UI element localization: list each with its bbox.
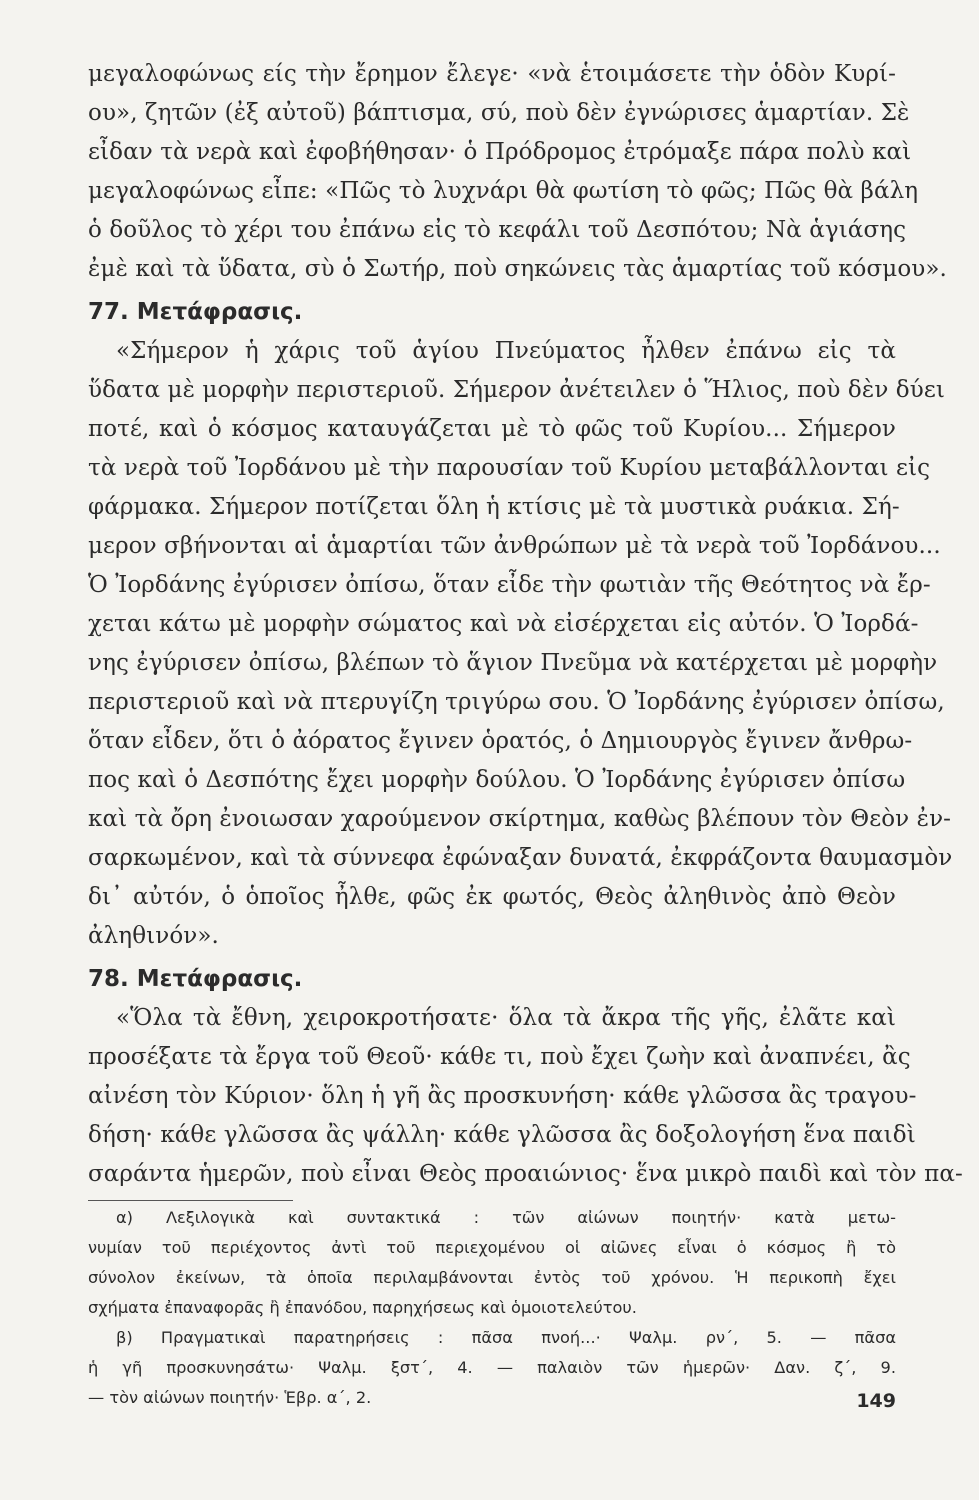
- footnote-line: α) Λεξιλογικὰ καὶ συντακτικά : τῶν αἰώνων ποιητήν· κατὰ μετω-: [116, 1208, 896, 1227]
- text-line: μερον σβήνονται αἱ ἁμαρτίαι τῶν ἀνθρώπων μὲ τὰ νερὰ τοῦ Ἰορδάνου...: [88, 533, 941, 559]
- section-77-text: [88, 332, 953, 956]
- text-line: καὶ τὰ ὄρη ἐνοιωσαν χαρούμενον σκίρτημα, καθὼς βλέπουν τὸν Θεὸν ἐν-: [88, 806, 952, 832]
- text-line: σαράντα ἡμερῶν, ποὺ εἶναι Θεὸς προαιώνιος· ἕνα μικρὸ παιδὶ καὶ τὸν πα-: [88, 1161, 963, 1187]
- top-paragraph: [88, 55, 947, 289]
- text-line: σαρκωμένον, καὶ τὰ σύννεφα ἐφώναξαν δυνατά, ἐκφράζοντα θαυμασμὸν: [88, 845, 953, 871]
- text-line: αἰνέση τὸν Κύριον· ὅλη ἡ γῆ ἂς προσκυνήση· κάθε γλῶσσα ἂς τραγου-: [88, 1083, 917, 1109]
- section-heading-78: 78. Μετάφρασις.: [88, 966, 303, 992]
- footnote-line: β) Πραγματικαὶ παρατηρήσεις : πᾶσα πνοή...· Ψαλμ. ρν΄, 5. — πᾶσα: [116, 1328, 896, 1347]
- page-number: 149: [856, 1390, 896, 1412]
- text-line: ὕδατα μὲ μορφὴν περιστεριοῦ. Σήμερον ἀνέτειλεν ὁ Ἥλιος, ποὺ δὲν δύει: [88, 377, 945, 403]
- text-line: τὰ νερὰ τοῦ Ἰορδάνου μὲ τὴν παρουσίαν τοῦ Κυρίου μεταβάλλονται εἰς: [88, 455, 931, 481]
- footnote-line: ἡ γῆ προσκυνησάτω· Ψαλμ. ξστ΄, 4. — παλαιὸν τῶν ἡμερῶν· Δαν. ζ΄, 9.: [88, 1358, 896, 1377]
- text-column: [88, 55, 963, 1413]
- text-line: δι᾽ αὐτόν, ὁ ὁποῖος ἦλθε, φῶς ἐκ φωτός, Θεὸς ἀληθινὸς ἀπὸ Θεὸν: [88, 884, 896, 910]
- footnote-line: σχήματα ἐπαναφορᾶς ἢ ἐπανόδου, παρηχήσεως καὶ ὁμοιοτελεύτου.: [88, 1298, 637, 1317]
- section-78-text: [88, 999, 963, 1194]
- text-line: ἐμὲ καὶ τὰ ὕδατα, σὺ ὁ Σωτήρ, ποὺ σηκώνεις τὰς ἁμαρτίας τοῦ κόσμου».: [88, 256, 947, 282]
- footnote-line: — τὸν αἰώνων ποιητήν· Ἑβρ. α΄, 2.: [88, 1388, 372, 1407]
- text-line: ὁ δοῦλος τὸ χέρι του ἐπάνω εἰς τὸ κεφάλι τοῦ Δεσπότου; Νὰ ἁγιάσης: [88, 217, 907, 243]
- text-line: δήση· κάθε γλῶσσα ἂς ψάλλη· κάθε γλῶσσα ἂς δοξολογήση ἕνα παιδὶ: [88, 1122, 916, 1148]
- text-line: μεγαλοφώνως είς τὴν ἔρημον ἔλεγε· «νὰ ἑτοιμάσετε τὴν ὁδὸν Κυρί-: [88, 61, 896, 87]
- text-line: περιστεριοῦ καὶ νὰ πτερυγίζη τριγύρω σου. Ὁ Ἰορδάνης ἐγύρισεν ὀπίσω,: [88, 689, 945, 715]
- text-line: φάρμακα. Σήμερον ποτίζεται ὅλη ἡ κτίσις μὲ τὰ μυστικὰ ρυάκια. Σή-: [88, 494, 900, 520]
- text-line: προσέξατε τὰ ἔργα τοῦ Θεοῦ· κάθε τι, ποὺ ἔχει ζωὴν καὶ ἀναπνέει, ἂς: [88, 1044, 911, 1070]
- text-line: νης ἐγύρισεν ὀπίσω, βλέπων τὸ ἅγιον Πνεῦμα νὰ κατέρχεται μὲ μορφὴν: [88, 650, 938, 676]
- text-line: «Σήμερον ἡ χάρις τοῦ ἁγίου Πνεύματος ἦλθεν ἐπάνω εἰς τὰ: [116, 338, 896, 364]
- footnotes: [88, 1203, 896, 1413]
- text-line: πος καὶ ὁ Δεσπότης ἔχει μορφὴν δούλου. Ὁ Ἰορδάνης ἐγύρισεν ὀπίσω: [88, 767, 906, 793]
- section-heading-77: 77. Μετάφρασις.: [88, 299, 303, 325]
- text-line: ὅταν εἶδεν, ὅτι ὁ ἀόρατος ἔγινεν ὁρατός, ὁ Δημιουργὸς ἔγινεν ἄνθρω-: [88, 728, 913, 754]
- footnote-line: σύνολον ἐκείνων, τὰ ὁποῖα περιλαμβάνονται ἐντὸς τοῦ χρόνου. Ἡ περικοπὴ ἔχει: [88, 1268, 896, 1287]
- text-line: ποτέ, καὶ ὁ κόσμος καταυγάζεται μὲ τὸ φῶς τοῦ Κυρίου... Σήμερον: [88, 416, 896, 442]
- text-line: εἶδαν τὰ νερὰ καὶ ἐφοβήθησαν· ὁ Πρόδρομος ἐτρόμαξε πάρα πολὺ καὶ: [88, 139, 912, 165]
- text-line: Ὁ Ἰορδάνης ἐγύρισεν ὀπίσω, ὅταν εἶδε τὴν φωτιὰν τῆς Θεότητος νὰ ἔρ-: [88, 572, 931, 598]
- footnote-line: νυμίαν τοῦ περιέχοντος ἀντὶ τοῦ περιεχομένου οἱ αἰῶνες εἶναι ὁ κόσμος ἢ τὸ: [88, 1238, 896, 1257]
- footnote-divider: [88, 1200, 293, 1201]
- text-line: «Ὅλα τὰ ἔθνη, χειροκροτήσατε· ὅλα τὰ ἄκρα τῆς γῆς, ἐλᾶτε καὶ: [116, 1005, 896, 1031]
- text-line: μεγαλοφώνως εἶπε: «Πῶς τὸ λυχνάρι θὰ φωτίση τὸ φῶς; Πῶς θὰ βάλη: [88, 178, 919, 204]
- text-line: ου», ζητῶν (ἐξ αὐτοῦ) βάπτισμα, σύ, ποὺ δὲν ἐγνώρισες ἁμαρτίαν. Σὲ: [88, 100, 910, 126]
- text-line: χεται κάτω μὲ μορφὴν σώματος καὶ νὰ εἰσέρχεται εἰς αὐτόν. Ὁ Ἰορδά-: [88, 611, 919, 637]
- text-line: ἀληθινόν».: [88, 923, 219, 949]
